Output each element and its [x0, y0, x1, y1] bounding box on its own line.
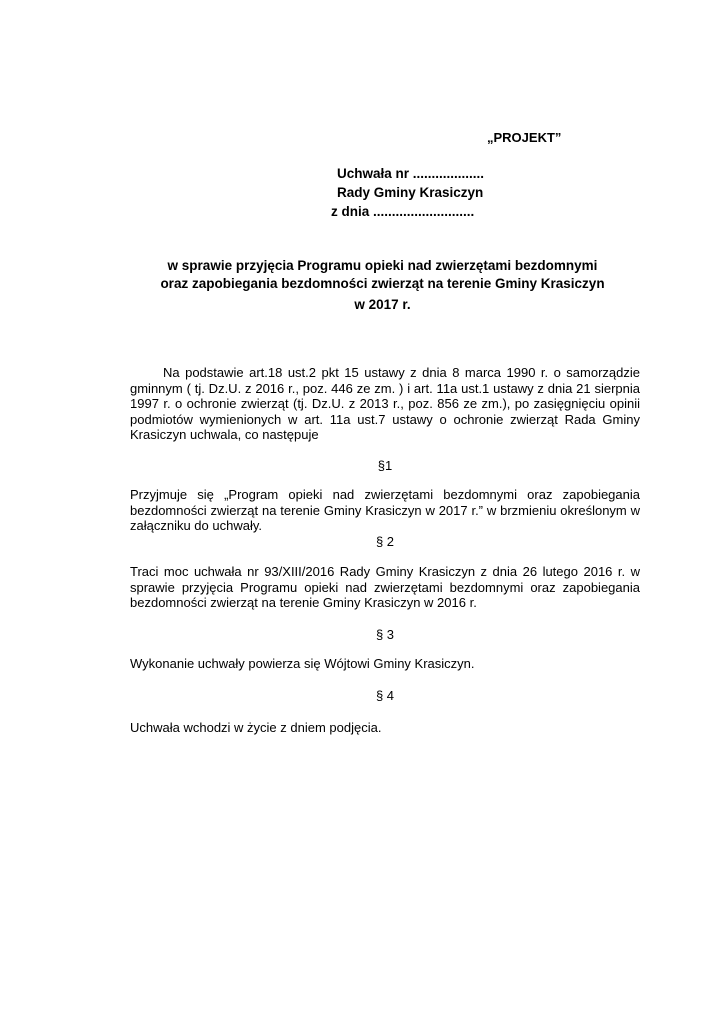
section-text-1: Przyjmuje się „Program opieki nad zwierzętami bezdomnymi oraz zapobiegania bezdomności zwierząt na terenie Gminy Krasiczyn w 2017 r.” w brzmieniu określonym w załączniku do uchwały. [130, 487, 640, 533]
section-mark-2: § 2 [375, 534, 395, 549]
legal-basis-paragraph: Na podstawie art.18 ust.2 pkt 15 ustawy z dnia 8 marca 1990 r. o samorządzie gminnym ( tj. Dz.U. z 2016 r., poz. 446 ze zm. ) i art. 11a ust.1 ustawy z dnia 21 sierpnia 1997 r. o ochronie zwierząt (tj. Dz.U. z 2013 r., poz. 856 ze zm.), po zasięgnięciu opinii podmiotów wymienionych w art. 11a ust.7 ustawy o ochronie zwierząt Rada Gminy Krasiczyn uchwala, co następuje [130, 365, 640, 442]
subject-line-2: oraz zapobiegania bezdomności zwierząt na terenie Gminy Krasiczyn [160, 276, 605, 291]
section-text-2: Traci moc uchwała nr 93/XIII/2016 Rady Gminy Krasiczyn z dnia 26 lutego 2016 r. w sprawie przyjęcia Programu opieki nad zwierzętami bezdomnymi oraz zapobiegania bezdomności zwierząt na terenie Gminy Krasiczyn w 2016 r. [130, 564, 640, 610]
section-text-3: Wykonanie uchwały powierza się Wójtowi Gminy Krasiczyn. [130, 656, 475, 671]
section-mark-4: § 4 [375, 688, 395, 703]
subject-line-3: w 2017 r. [354, 297, 411, 312]
section-text-4: Uchwała wchodzi w życie z dniem podjęcia. [130, 720, 382, 735]
resolution-date: z dnia ........................... [331, 204, 475, 219]
section-mark-1: §1 [377, 458, 393, 473]
section-mark-3: § 3 [375, 627, 395, 642]
projekt-label: „PROJEKT” [487, 130, 562, 145]
resolution-number: Uchwała nr ................... [337, 166, 485, 181]
council-name: Rady Gminy Krasiczyn [337, 185, 484, 200]
subject-line-1: w sprawie przyjęcia Programu opieki nad zwierzętami bezdomnymi [167, 258, 598, 273]
